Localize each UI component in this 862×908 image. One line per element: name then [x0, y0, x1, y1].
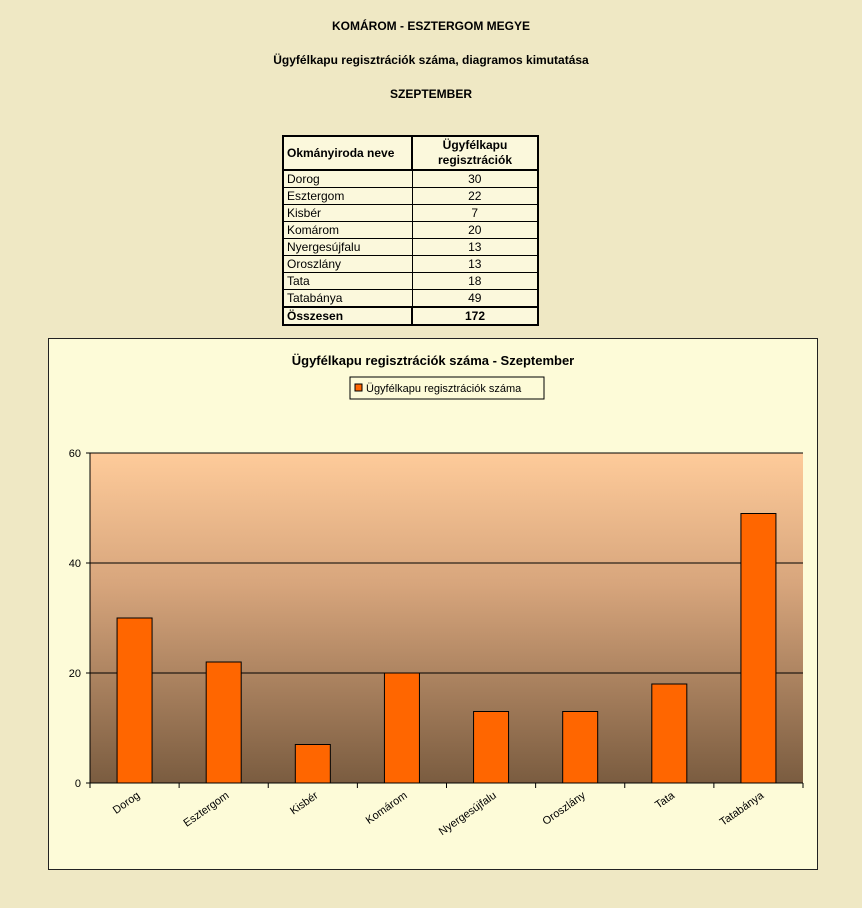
registration-count: 49	[412, 290, 538, 308]
total-label: Összesen	[283, 307, 412, 325]
county-title: KOMÁROM - ESZTERGOM MEGYE	[332, 19, 530, 33]
office-name: Kisbér	[283, 205, 412, 222]
x-tick-label: Tatabánya	[717, 789, 767, 829]
bar	[652, 684, 687, 783]
bar	[384, 673, 419, 783]
bar	[206, 662, 241, 783]
bar	[295, 745, 330, 784]
bar	[117, 618, 152, 783]
chart-title: Ügyfélkapu regisztrációk száma - Szeptember	[291, 353, 575, 368]
bar	[563, 712, 598, 784]
bar-chart	[49, 339, 817, 869]
bar	[741, 514, 776, 784]
x-tick-label: Kisbér	[288, 789, 321, 818]
table-row	[283, 170, 538, 188]
office-name: Oroszlány	[283, 256, 412, 273]
bar	[474, 712, 509, 784]
office-name: Nyergesújfalu	[283, 239, 412, 256]
x-tick-label: Komárom	[363, 789, 410, 827]
y-tick-label: 60	[68, 448, 81, 460]
report-subtitle: Ügyfélkapu regisztrációk száma, diagramos kimutatása	[273, 53, 589, 67]
y-tick-label: 20	[68, 668, 81, 680]
registration-count: 18	[412, 273, 538, 290]
registration-count: 22	[412, 188, 538, 205]
chart-area	[48, 338, 818, 870]
col-registrations-header	[412, 136, 538, 170]
registration-count: 20	[412, 222, 538, 239]
legend-swatch	[355, 384, 362, 391]
y-tick-label: 0	[74, 778, 81, 790]
table-row	[283, 205, 538, 222]
total-value: 172	[412, 307, 538, 325]
month-title: SZEPTEMBER	[389, 87, 472, 101]
col-registrations-header-line1: Ügyfélkapu	[442, 138, 508, 152]
registration-count: 13	[412, 256, 538, 273]
table-row	[283, 290, 538, 308]
x-tick-label: Nyergesújfalu	[436, 789, 499, 839]
registration-count: 13	[412, 239, 538, 256]
office-name: Esztergom	[283, 188, 412, 205]
registration-count: 7	[412, 205, 538, 222]
table-row	[283, 273, 538, 290]
x-tick-label: Esztergom	[181, 789, 232, 830]
table-header-row	[283, 136, 538, 170]
registration-count: 30	[412, 170, 538, 188]
table-total-row	[283, 307, 538, 325]
plot-area	[90, 453, 803, 783]
office-name: Tata	[283, 273, 412, 290]
table-row	[283, 188, 538, 205]
x-tick-label: Oroszlány	[540, 789, 588, 828]
x-tick-label: Dorog	[110, 789, 143, 817]
table-row	[283, 256, 538, 273]
col-office-name-header: Okmányiroda neve	[283, 136, 412, 170]
office-name: Komárom	[283, 222, 412, 239]
office-name: Dorog	[283, 170, 412, 188]
x-tick-label: Tata	[653, 789, 678, 812]
summary-table	[282, 135, 539, 326]
table-row	[283, 222, 538, 239]
y-tick-label: 40	[68, 558, 81, 570]
office-name: Tatabánya	[283, 290, 412, 308]
col-registrations-header-line2: regisztrációk	[437, 153, 513, 167]
chart-legend	[350, 377, 544, 399]
legend-label: Ügyfélkapu regisztrációk száma	[366, 383, 522, 395]
table-row	[283, 239, 538, 256]
